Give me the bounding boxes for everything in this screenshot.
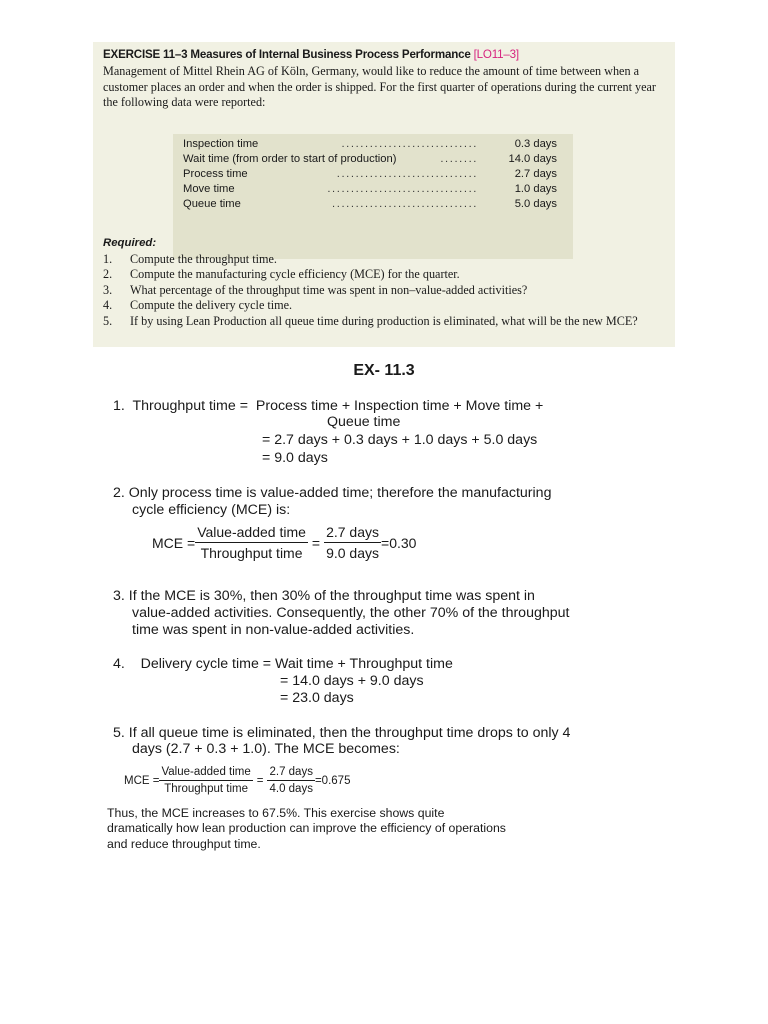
exercise-intro: Management of Mittel Rhein AG of Köln, Germany, would like to reduce the amount of time between when a customer places an order and when the order is shipped. For the first quarter of operations during the current year the following data were reported: [103, 64, 656, 110]
requirements-list [103, 252, 665, 329]
data-value: 5.0 days [514, 198, 557, 210]
solution-4-result: = 23.0 days [280, 690, 354, 706]
solution-2-line-2: cycle efficiency (MCE) is: [132, 502, 291, 518]
fraction-numerator: 2.7 days [267, 766, 314, 781]
data-value: 1.0 days [514, 183, 557, 195]
dot-leaders: .............................. [336, 168, 478, 180]
learning-objective-code: [LO11–3] [473, 48, 519, 61]
fraction-numerator: Value-added time [159, 766, 252, 781]
data-label: Move time [183, 183, 235, 195]
solution-3-line-2: value-added activities. Consequently, the other 70% of the throughput [132, 605, 570, 621]
data-label: Process time [183, 168, 248, 180]
solution-heading: EX- 11.3 [353, 362, 415, 379]
requirement-number: 2. [103, 267, 113, 282]
data-label: Queue time [183, 198, 241, 210]
required-heading: Required: [103, 237, 157, 249]
solution-5-line-1: 5. If all queue time is eliminated, then the throughput time drops to only 4 [113, 725, 571, 741]
requirement-text: Compute the delivery cycle time. [130, 298, 293, 313]
exercise-title-text: EXERCISE 11–3 Measures of Internal Business Process Performance [103, 48, 471, 61]
requirement-item [103, 267, 665, 282]
time-data-table [173, 134, 573, 259]
data-row-queue [183, 197, 563, 212]
dot-leaders: ................................ [327, 183, 478, 195]
requirement-item [103, 314, 665, 329]
fraction-denominator: 4.0 days [269, 783, 313, 795]
solution-3-line-3: time was spent in non-value-added activities. [132, 622, 415, 638]
requirement-text: Compute the manufacturing cycle efficiency (MCE) for the quarter. [130, 267, 460, 282]
data-row-inspection [183, 137, 563, 152]
data-value: 0.3 days [514, 138, 557, 150]
exercise-excerpt [93, 42, 675, 347]
mce-formula-1 [152, 524, 416, 561]
requirement-text: Compute the throughput time. [130, 252, 277, 266]
requirement-text: What percentage of the throughput time was spent in non–value-added activities? [130, 282, 528, 297]
fraction-denominator: Throughput time [164, 783, 248, 795]
solution-5-line-2: days (2.7 + 0.3 + 1.0). The MCE becomes: [132, 741, 400, 757]
fraction-days [324, 524, 381, 561]
mce-result: =0.675 [314, 774, 351, 787]
requirement-item [103, 283, 665, 298]
data-label: Wait time (from order to start of production) [183, 153, 397, 165]
data-row-process [183, 167, 563, 182]
requirement-number: 1. [103, 252, 113, 266]
fraction-value-added-over-throughput [195, 524, 308, 561]
mce-label: MCE = [152, 534, 196, 551]
solution-4-line-2: = 14.0 days + 9.0 days [280, 673, 424, 689]
fraction-value-added-over-throughput [159, 766, 252, 795]
solution-4-line-1: 4. Delivery cycle time = Wait time + Throughput time [113, 656, 453, 672]
requirement-number: 5. [103, 313, 113, 328]
dot-leaders: ........ [440, 153, 478, 165]
fraction-numerator: 2.7 days [324, 524, 381, 543]
data-value: 14.0 days [508, 153, 557, 165]
solution-3-line-1: 3. If the MCE is 30%, then 30% of the throughput time was spent in [113, 588, 535, 604]
requirement-item [103, 298, 665, 313]
fraction-denominator: Throughput time [200, 545, 303, 561]
dot-leaders: ............................... [332, 198, 478, 210]
solution-1-line-2: Queue time [327, 414, 401, 430]
requirement-item [103, 252, 665, 267]
requirement-text: If by using Lean Production all queue time during production is eliminated, what will be the new MCE? [130, 313, 638, 328]
requirement-number: 3. [103, 282, 113, 297]
solution-2-line-1: 2. Only process time is value-added time; therefore the manufacturing [113, 485, 552, 501]
equals-sign: = [311, 534, 321, 551]
exercise-title [103, 48, 519, 61]
equals-sign: = [256, 774, 264, 787]
solution-1-line-1: 1. Throughput time = Process time + Inspection time + Move time + [113, 398, 544, 414]
requirement-number: 4. [103, 298, 113, 313]
mce-formula-2 [124, 766, 350, 795]
mce-label: MCE = [124, 774, 160, 787]
data-value: 2.7 days [514, 168, 557, 180]
fraction-numerator: Value-added time [195, 524, 308, 543]
solution-1-result: = 9.0 days [262, 450, 328, 466]
dot-leaders: ............................. [341, 138, 478, 150]
fraction-days [267, 766, 314, 795]
solution-1-line-3: = 2.7 days + 0.3 days + 1.0 days + 5.0 days [262, 432, 538, 448]
data-row-wait [183, 152, 563, 167]
closing-paragraph: Thus, the MCE increases to 67.5%. This exercise shows quite dramatically how lean production can improve the efficiency of operations and reduce throughput time. [107, 806, 506, 851]
data-label: Inspection time [183, 138, 259, 150]
fraction-denominator: 9.0 days [326, 545, 380, 561]
mce-result: =0.30 [381, 534, 417, 551]
data-row-move [183, 182, 563, 197]
